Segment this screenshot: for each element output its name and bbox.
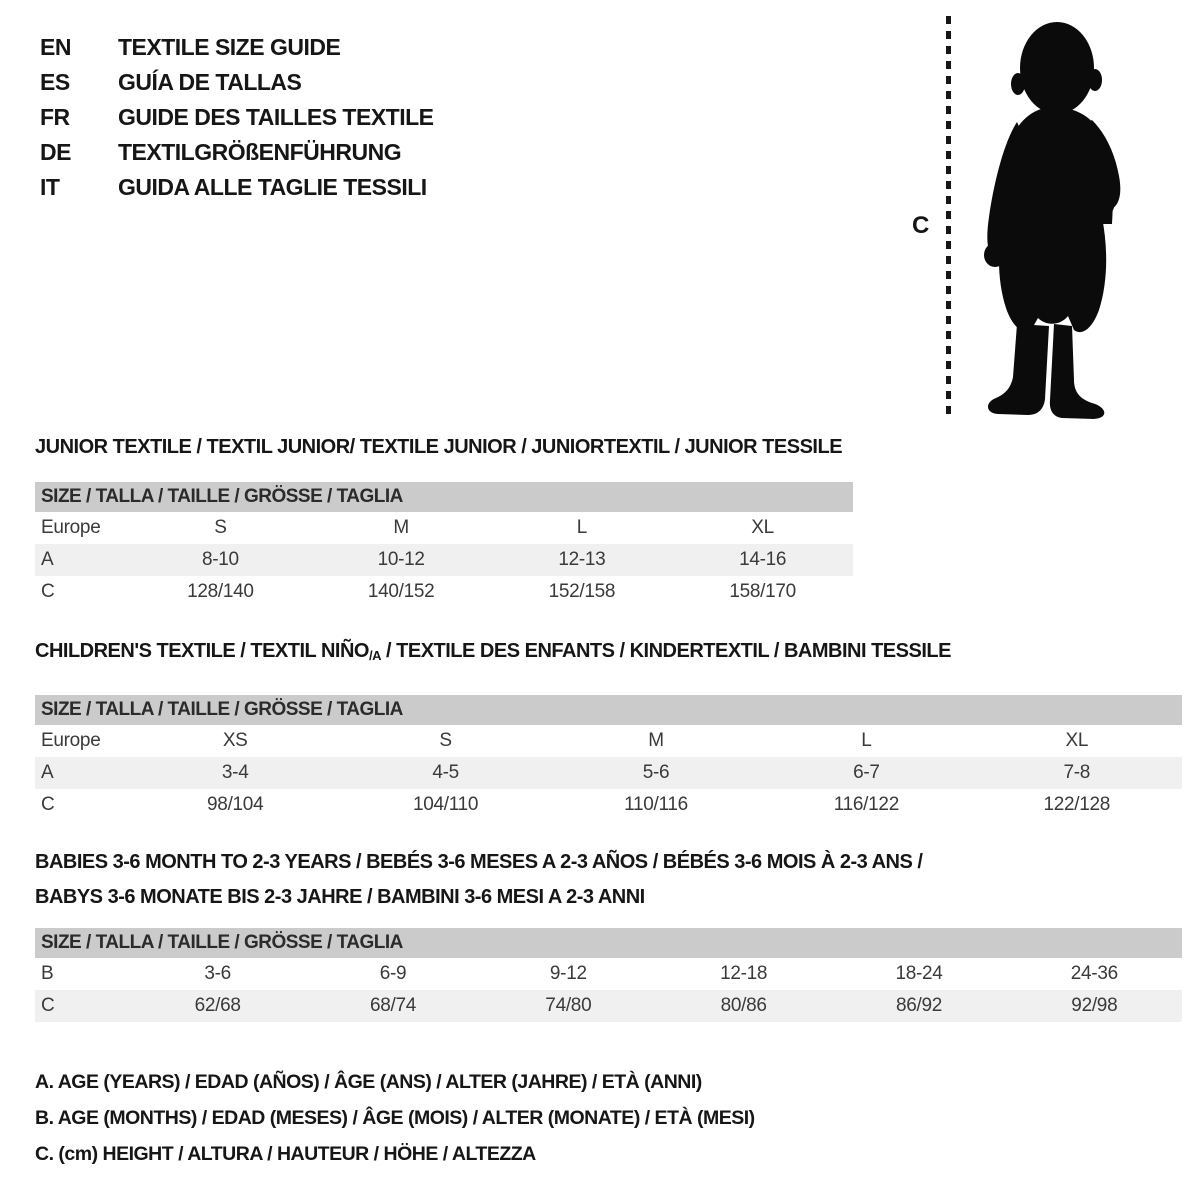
legend-line-a: A. AGE (YEARS) / EDAD (AÑOS) / ÂGE (ANS) / ALTER (JAHRE) / ETÀ (ANNI) bbox=[35, 1071, 702, 1093]
value-cell: 98/104 bbox=[207, 794, 264, 815]
language-title: GUIDE DES TAILLES TEXTILE bbox=[118, 104, 434, 130]
language-row bbox=[40, 30, 434, 65]
value-cell: 68/74 bbox=[369, 995, 417, 1016]
region-label-cell: Europe bbox=[41, 517, 101, 538]
size-header-bar: SIZE / TALLA / TAILLE / GRÖSSE / TAGLIA bbox=[35, 928, 1182, 958]
value-cell: 140/152 bbox=[367, 581, 435, 602]
column-header-cell: M bbox=[648, 730, 664, 751]
table-row-age bbox=[35, 757, 1182, 789]
value-cell: 18-24 bbox=[895, 963, 943, 984]
column-header-cell: S bbox=[214, 517, 227, 538]
language-row bbox=[40, 170, 434, 205]
children-section bbox=[35, 640, 1182, 821]
language-code: FR bbox=[40, 104, 70, 130]
table-row-height bbox=[35, 789, 1182, 821]
value-cell: 12-13 bbox=[558, 549, 606, 570]
value-cell: 122/128 bbox=[1043, 794, 1111, 815]
table-row-age bbox=[35, 544, 853, 576]
column-header-cell: XL bbox=[1065, 730, 1089, 751]
measurement-legend bbox=[35, 1064, 755, 1172]
children-title-subscript: /A bbox=[368, 648, 381, 663]
legend-line-c: C. (cm) HEIGHT / ALTURA / HAUTEUR / HÖHE / ALTEZZA bbox=[35, 1143, 536, 1165]
value-cell: 8-10 bbox=[201, 549, 239, 570]
language-title: TEXTILE SIZE GUIDE bbox=[118, 34, 341, 60]
column-header-cell: L bbox=[861, 730, 872, 751]
value-cell: 4-5 bbox=[432, 762, 459, 783]
size-header-bar: SIZE / TALLA / TAILLE / GRÖSSE / TAGLIA bbox=[35, 695, 1182, 725]
language-code: IT bbox=[40, 174, 60, 200]
babies-section-title bbox=[35, 845, 1182, 915]
value-cell: 116/122 bbox=[833, 794, 899, 815]
value-cell: 5-6 bbox=[642, 762, 670, 783]
baby-silhouette-image bbox=[962, 12, 1142, 422]
table-row-height bbox=[35, 990, 1182, 1022]
column-header-cell: S bbox=[439, 730, 452, 751]
row-label-cell: C bbox=[41, 794, 55, 815]
value-cell: 7-8 bbox=[1063, 762, 1091, 783]
value-cell: 92/98 bbox=[1071, 995, 1118, 1016]
language-row bbox=[40, 135, 434, 170]
value-cell: 14-16 bbox=[739, 549, 787, 570]
junior-section bbox=[35, 436, 853, 608]
language-row bbox=[40, 65, 434, 100]
size-header-bar: SIZE / TALLA / TAILLE / GRÖSSE / TAGLIA bbox=[35, 482, 853, 512]
babies-section bbox=[35, 845, 1182, 1022]
children-section-title bbox=[35, 640, 1182, 667]
language-code: EN bbox=[40, 34, 71, 60]
language-title-block bbox=[40, 30, 434, 205]
region-label-cell: Europe bbox=[41, 730, 101, 751]
column-header-cell: L bbox=[576, 517, 588, 538]
value-cell: 62/68 bbox=[194, 995, 241, 1016]
column-header-cell: XS bbox=[222, 730, 248, 751]
value-cell: 3-4 bbox=[221, 762, 249, 783]
value-cell: 6-9 bbox=[379, 963, 407, 984]
value-cell: 6-7 bbox=[853, 762, 880, 783]
height-measure-line bbox=[946, 16, 951, 418]
children-title-text: CHILDREN'S TEXTILE / TEXTIL NIÑO bbox=[35, 640, 369, 662]
language-title: TEXTILGRÖßENFÜHRUNG bbox=[118, 139, 402, 165]
table-row-age-months bbox=[35, 958, 1182, 990]
value-cell: 12-18 bbox=[720, 963, 768, 984]
value-cell: 24-36 bbox=[1070, 963, 1118, 984]
value-cell: 152/158 bbox=[548, 581, 616, 602]
row-label-cell: C bbox=[41, 581, 55, 602]
value-cell: 158/170 bbox=[729, 581, 796, 602]
junior-section-title: JUNIOR TEXTILE / TEXTIL JUNIOR/ TEXTILE JUNIOR / JUNIORTEXTIL / JUNIOR TESSILE bbox=[35, 436, 843, 458]
value-cell: 3-6 bbox=[204, 963, 231, 984]
language-title: GUIDA ALLE TAGLIE TESSILI bbox=[118, 174, 427, 200]
babies-title-line2: BABYS 3-6 MONATE BIS 2-3 JAHRE / BAMBINI 3-6 MESI A 2-3 ANNI bbox=[35, 886, 645, 908]
column-header-cell: M bbox=[393, 517, 409, 538]
table-row-height bbox=[35, 576, 853, 608]
height-figure bbox=[900, 0, 1160, 430]
value-cell: 128/140 bbox=[187, 581, 254, 602]
row-label-cell: C bbox=[41, 995, 55, 1016]
value-cell: 80/86 bbox=[720, 995, 767, 1016]
value-cell: 9-12 bbox=[549, 963, 587, 984]
legend-line-b: B. AGE (MONTHS) / EDAD (MESES) / ÂGE (MOIS) / ALTER (MONATE) / ETÀ (MESI) bbox=[35, 1107, 755, 1129]
value-cell: 74/80 bbox=[545, 995, 592, 1016]
value-cell: 10-12 bbox=[377, 549, 425, 570]
children-title-text: / TEXTILE DES ENFANTS / KINDERTEXTIL / BAMBINI TESSILE bbox=[380, 640, 951, 662]
value-cell: 86/92 bbox=[895, 995, 943, 1016]
value-cell: 104/110 bbox=[413, 794, 479, 815]
row-label-cell: A bbox=[41, 549, 54, 570]
column-header-row bbox=[35, 725, 1182, 757]
value-cell: 110/116 bbox=[624, 794, 688, 815]
language-code: ES bbox=[40, 69, 70, 95]
row-label-cell: B bbox=[41, 963, 54, 984]
language-title: GUÍA DE TALLAS bbox=[118, 69, 302, 95]
language-row bbox=[40, 100, 434, 135]
row-label-cell: A bbox=[41, 762, 54, 783]
language-code: DE bbox=[40, 139, 71, 165]
height-measure-label: C bbox=[912, 212, 930, 239]
babies-title-line1: BABIES 3-6 MONTH TO 2-3 YEARS / BEBÉS 3-6 MESES A 2-3 AÑOS / BÉBÉS 3-6 MOIS À 2-3 ANS / bbox=[35, 851, 923, 873]
column-header-row bbox=[35, 512, 853, 544]
column-header-cell: XL bbox=[751, 517, 774, 538]
